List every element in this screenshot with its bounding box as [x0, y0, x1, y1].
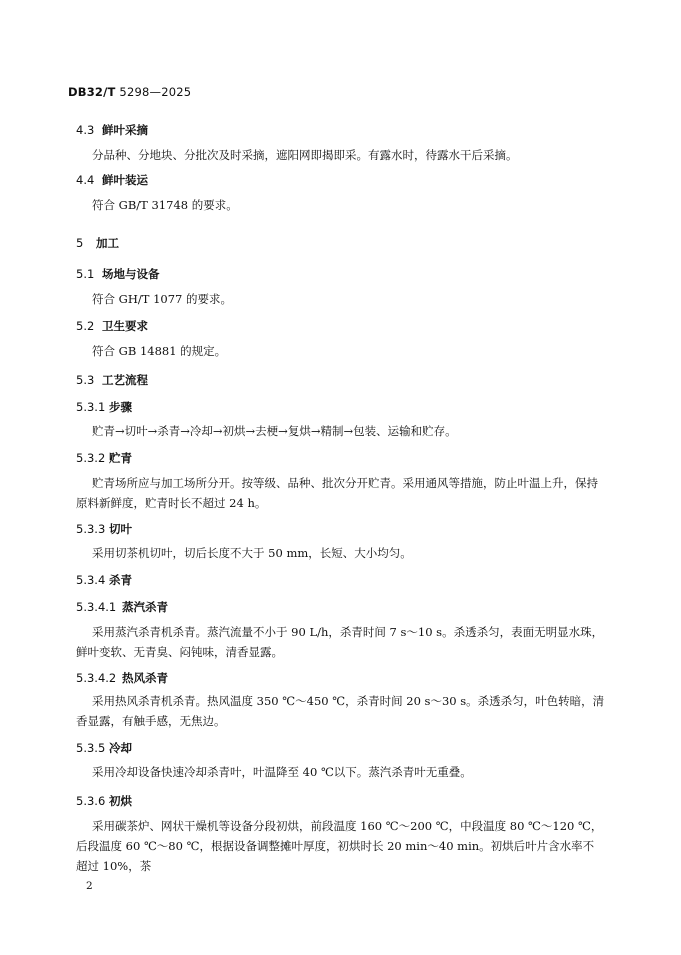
section-heading	[76, 399, 132, 415]
section-title: 场地与设备	[102, 267, 160, 281]
section-title: 卫生要求	[102, 319, 148, 333]
section-heading	[76, 318, 148, 334]
section-number: 5	[76, 236, 84, 250]
section-heading	[76, 793, 132, 809]
section-title: 杀青	[109, 573, 132, 587]
section-body: 采用蒸汽杀青机杀青。蒸汽流量不小于 90 L/h，杀青时间 7 s～10 s。杀透杀匀，表面无明显水珠，鲜叶变软、无青臭、闷钝味，清香显露。	[76, 625, 604, 659]
section-heading	[76, 172, 148, 188]
standard-prefix: DB32/T	[68, 85, 116, 99]
section-number: 5.3.1	[76, 400, 106, 414]
section-number: 4.4	[76, 173, 95, 187]
section-body: 采用冷却设备快速冷却杀青叶，叶温降至 40 ℃以下。蒸汽杀青叶无重叠。	[92, 765, 472, 779]
section-body: 符合 GB 14881 的规定。	[92, 344, 227, 358]
section-number: 4.3	[76, 123, 95, 137]
section-body: 符合 GH/T 1077 的要求。	[92, 292, 232, 306]
section-heading	[76, 266, 160, 282]
section-body: 符合 GB/T 31748 的要求。	[92, 198, 238, 212]
section-number: 5.2	[76, 319, 95, 333]
section-number: 5.3.4.2	[76, 671, 117, 685]
section-number: 5.3	[76, 373, 95, 387]
section-body: 分品种、分地块、分批次及时采摘，遮阳网即揭即采。有露水时，待露水干后采摘。	[92, 148, 518, 162]
section-heading	[76, 670, 168, 686]
section-title: 鲜叶装运	[102, 173, 148, 187]
section-body: 采用热风杀青机杀青。热风温度 350 ℃～450 ℃，杀青时间 20 s～30 s。杀透杀匀，叶色转暗，清香显露，有触手感，无焦边。	[76, 694, 605, 728]
section-heading	[76, 521, 132, 537]
section-number: 5.3.4	[76, 573, 106, 587]
section-body: 贮青→切叶→杀青→冷却→初烘→去梗→复烘→精制→包装、运输和贮存。	[92, 424, 457, 438]
section-number: 5.3.6	[76, 794, 106, 808]
standard-number: 5298—2025	[119, 85, 192, 99]
section-body: 采用碳茶炉、网状干燥机等设备分段初烘，前段温度 160 ℃～200 ℃，中段温度 80 ℃～120 ℃，后段温度 60 ℃～80 ℃，根据设备调整摊叶厚度，初烘时长 20 min～40 min。初烘后叶片含水率不超过 10%，茶	[76, 819, 603, 873]
section-number: 5.3.2	[76, 451, 106, 465]
section-heading	[76, 572, 132, 588]
section-title: 鲜叶采摘	[102, 123, 148, 137]
section-heading	[76, 599, 168, 615]
section-number: 5.3.3	[76, 522, 106, 536]
section-heading	[76, 122, 148, 138]
section-number: 5.3.5	[76, 741, 106, 755]
section-title: 切叶	[109, 522, 132, 536]
section-title: 加工	[96, 236, 119, 250]
document-code	[68, 85, 191, 99]
section-heading	[76, 372, 148, 388]
section-title: 贮青	[109, 451, 132, 465]
section-heading	[76, 740, 132, 756]
section-title: 冷却	[109, 741, 132, 755]
chapter-heading	[76, 235, 119, 251]
page-number: 2	[86, 880, 93, 892]
section-body: 采用切茶机切叶，切后长度不大于 50 mm，长短、大小均匀。	[92, 546, 412, 560]
section-title: 步骤	[109, 400, 132, 414]
section-body: 贮青场所应与加工场所分开。按等级、品种、批次分开贮青。采用通风等措施，防止叶温上升，保持原料新鲜度，贮青时长不超过 24 h。	[76, 476, 598, 510]
section-number: 5.3.4.1	[76, 600, 117, 614]
section-title: 蒸汽杀青	[122, 600, 168, 614]
section-heading	[76, 450, 132, 466]
section-title: 工艺流程	[102, 373, 148, 387]
section-number: 5.1	[76, 267, 95, 281]
section-title: 初烘	[109, 794, 132, 808]
section-title: 热风杀青	[122, 671, 168, 685]
